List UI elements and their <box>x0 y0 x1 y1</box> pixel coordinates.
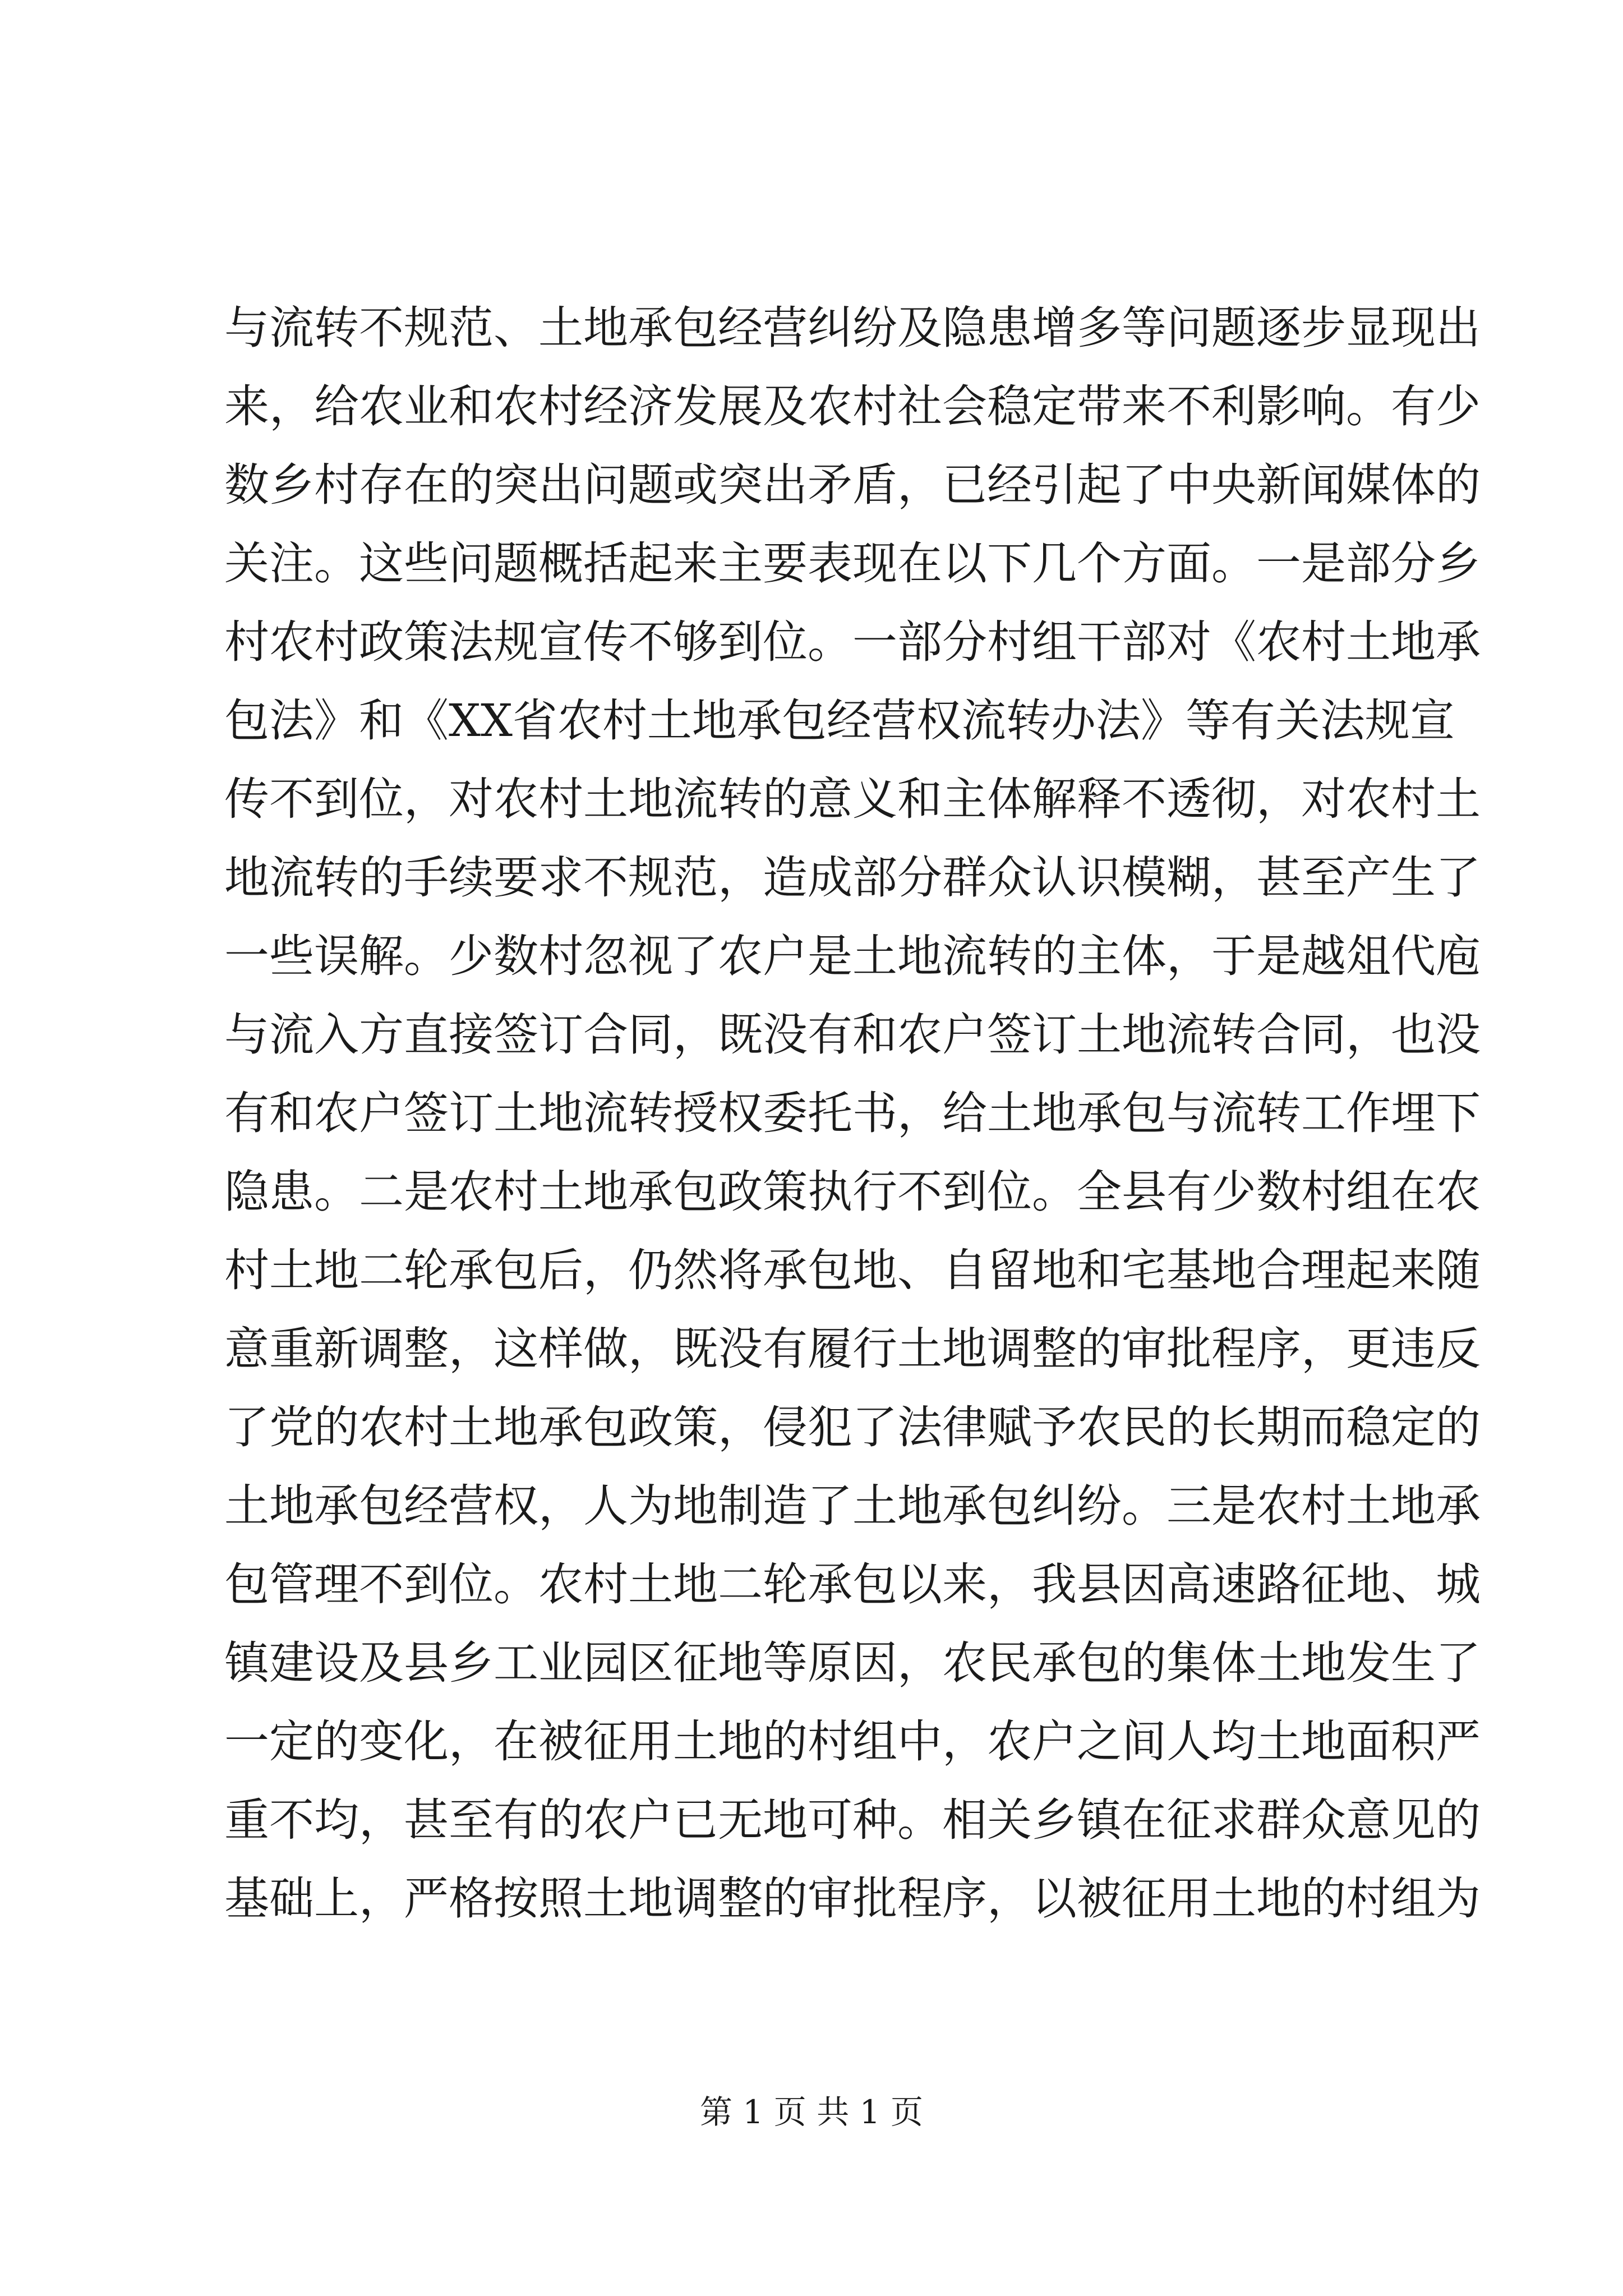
text-line: 土地承包经营权，人为地制造了土地承包纠纷。三是农村土地承 <box>224 1480 1481 1532</box>
text-line: 来，给农业和农村经济发展及农村社会稳定带来不利影响。有少 <box>224 380 1481 432</box>
text-line: 一些误解。少数村忽视了农户是土地流转的主体，于是越俎代庖 <box>224 930 1481 982</box>
text-line: 隐患。二是农村土地承包政策执行不到位。全县有少数村组在农 <box>224 1166 1481 1218</box>
text-line: 镇建设及县乡工业园区征地等原因，农民承包的集体土地发生了 <box>224 1637 1481 1689</box>
text-line: 基础上，严格按照土地调整的审批程序，以被征用土地的村组为 <box>224 1872 1481 1925</box>
text-line: 传不到位，对农村土地流转的意义和主体解释不透彻，对农村土 <box>224 773 1481 825</box>
text-line: 村土地二轮承包后，仍然将承包地、自留地和宅基地合理起来随 <box>224 1244 1481 1296</box>
text-line: 与流转不规范、土地承包经营纠纷及隐患增多等问题逐步显现出 <box>224 302 1481 354</box>
text-line: 一定的变化，在被征用土地的村组中，农户之间人均土地面积严 <box>224 1715 1481 1768</box>
text-line: 包法》和《XX省农村土地承包经营权流转办法》等有关法规宣 <box>224 694 1455 747</box>
page-footer: 第 1 页 共 1 页 <box>700 2093 923 2131</box>
text-line: 数乡村存在的突出问题或突出矛盾，已经引起了中央新闻媒体的 <box>224 459 1481 511</box>
text-line: 重不均，甚至有的农户已无地可种。相关乡镇在征求群众意见的 <box>224 1794 1481 1846</box>
body-text <box>224 289 1481 1938</box>
text-line: 有和农户签订土地流转授权委托书，给土地承包与流转工作埋下 <box>224 1087 1481 1139</box>
text-line: 了党的农村土地承包政策，侵犯了法律赋予农民的长期而稳定的 <box>224 1401 1481 1453</box>
text-line: 地流转的手续要求不规范，造成部分群众认识模糊，甚至产生了 <box>224 852 1481 904</box>
text-line: 关注。这些问题概括起来主要表现在以下几个方面。一是部分乡 <box>224 537 1481 590</box>
text-line: 村农村政策法规宣传不够到位。一部分村组干部对《农村土地承 <box>224 616 1481 668</box>
text-line: 与流入方直接签订合同，既没有和农户签订土地流转合同，也没 <box>224 1009 1481 1061</box>
text-line: 意重新调整，这样做，既没有履行土地调整的审批程序，更违反 <box>224 1323 1481 1375</box>
text-line: 包管理不到位。农村土地二轮承包以来，我县因高速路征地、城 <box>224 1558 1481 1611</box>
